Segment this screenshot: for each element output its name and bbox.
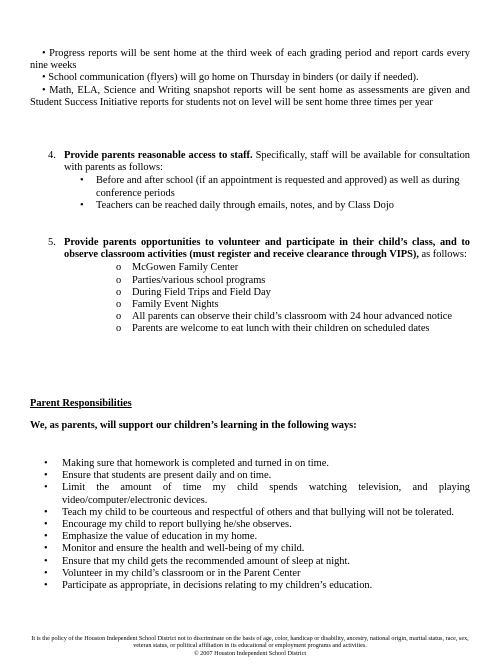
item-4-number: 4. [48,150,56,161]
item-4-heading: Provide parents reasonable access to staff. [64,150,253,161]
parent-bullet-4: • Teach my child to be courteous and respectful of others and that bullying will not be tolerated. [44,506,454,518]
parent-bullet-8: • Ensure that my child gets the recommended amount of sleep at night. [44,555,350,567]
intro-bullets [30,48,470,109]
item-5-text: as follows: [418,249,467,261]
footer [30,635,470,657]
parent-bullet-3: • Limit the amount of time my child spends watching television, and playing video/computer/electronic devices. [44,482,470,506]
parent-bullet-5: • Encourage my child to report bullying he/she observes. [44,519,292,531]
item-5-bullet-5: o All parents can observe their child’s classroom with 24 hour advanced notice [116,311,452,323]
parent-bullet-1: • Making sure that homework is completed and turned in on time. [44,458,329,469]
parent-bullet-2: • Ensure that students are present daily and on time. [44,470,272,482]
item-5-bullet-4: o Family Event Nights [116,299,219,311]
item-4-bullet-2: • Teachers can be reached daily through emails, notes, and by Class Dojo [80,199,394,211]
intro-bullet-3: • Math, ELA, Science and Writing snapshot reports will be sent home as assessments are given and Student Success Initiative reports for students not on level will be sent home three times per year [30,84,470,108]
item-5-number: 5. [48,237,56,248]
item-5-bullet-1: o McGowen Family Center [116,262,239,274]
item-5-bullet-2: o Parties/various school programs [116,274,266,286]
parent-responsibilities-heading: Parent Responsibilities [30,398,132,409]
item-5-bullet-3: o During Field Trips and Field Day [116,286,271,298]
parent-bullet-9: • Volunteer in my child’s classroom or in the Parent Center [44,567,301,579]
parent-bullet-10: • Participate as appropriate, in decisions relating to my children’s education. [44,580,373,592]
intro-bullet-text: School communication (flyers) will go home on Thursday in binders (or daily if needed). [48,72,419,84]
item-5-list [116,262,470,335]
intro-bullet-2: • School communication (flyers) will go home on Thursday in binders (or daily if needed). [42,72,419,84]
footer-copyright: © 2007 Houston Independent School District [193,649,307,657]
item-5-heading: Provide parents opportunities to volunteer and participate in their child’s class, and to observe classroom activities (must register and receive clearance through VIPS), [64,237,470,261]
intro-bullet-1: • Progress reports will be sent home at the third week of each grading period and report cards every nine weeks [30,48,470,72]
item-4-text: Specifically, staff will be available for consultation with parents as follows: [64,150,470,174]
parent-bullets [44,458,470,592]
intro-bullet-text: Progress reports will be sent home at the third week of each grading period and report cards every nine weeks [30,48,470,72]
parent-bullet-7: • Monitor and ensure the health and well-being of my child. [44,543,305,555]
parent-intro: We, as parents, will support our children’s learning in the following ways: [30,420,357,431]
item-4-bullet-1: • Before and after school (if an appointment is requested and approved) as well as during conference periods [80,175,460,199]
parent-bullet-6: • Emphasize the value of education in my home. [44,531,258,543]
item-5-bullet-6: o Parents are welcome to eat lunch with their children on scheduled dates [116,323,430,335]
intro-bullet-text: Math, ELA, Science and Writing snapshot reports will be sent home as assessments are given and Student Success Initiative reports for students not on level will be sent home three times per year [30,84,470,108]
item-4 [48,150,470,212]
footer-policy: It is the policy of the Houston Independent School District not to discriminate on the basis of age, color, handicap or disability, ancestry, national origin, marital status, race, sex, veteran status, or political affiliation in its educational or employment programs and activities. [31,635,469,650]
item-5 [48,237,470,336]
